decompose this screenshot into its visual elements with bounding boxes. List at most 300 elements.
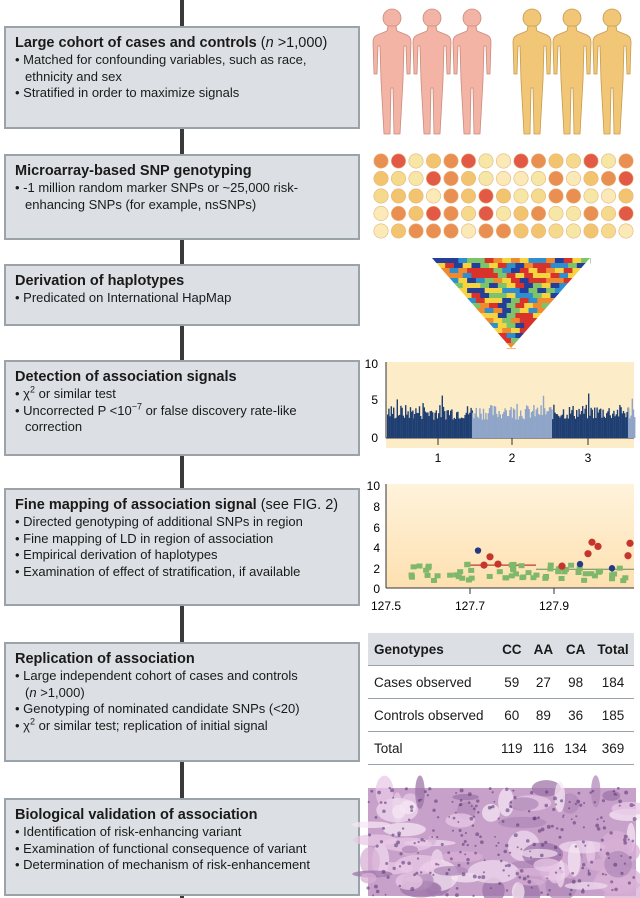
manhattan-bar — [632, 399, 633, 438]
ld-cell — [520, 318, 529, 324]
manhattan-bar — [428, 416, 429, 438]
cell-nucleus — [562, 816, 564, 818]
cell-nucleus — [456, 887, 459, 890]
manhattan-bar — [521, 416, 522, 438]
cell-nucleus — [376, 890, 380, 894]
table-header-row — [368, 633, 634, 666]
manhattan-bar — [626, 412, 627, 438]
cell-nucleus — [480, 840, 484, 844]
cell-nucleus — [570, 889, 573, 892]
ld-cell — [529, 288, 538, 294]
snp-dot — [409, 224, 423, 238]
x-tick-label: 127.9 — [538, 599, 570, 613]
ld-cell — [520, 268, 529, 274]
ld-cell — [458, 278, 467, 284]
manhattan-bar — [500, 415, 501, 438]
snp-dot — [619, 224, 633, 238]
cell-nucleus — [500, 860, 503, 863]
cell-nucleus — [414, 842, 416, 844]
manhattan-bar — [532, 411, 533, 438]
manhattan-bar — [526, 405, 527, 438]
manhattan-bar — [491, 406, 492, 438]
manhattan-bar — [584, 409, 585, 438]
ld-cell — [489, 273, 498, 279]
cell-nucleus — [431, 836, 433, 838]
cell-nucleus — [554, 846, 558, 850]
cell-nucleus — [584, 845, 586, 847]
step-bullet: • -1 million random marker SNPs or ~25,000 risk-enhancing SNPs (for example, nsSNPs) — [15, 180, 350, 213]
cell-nucleus — [613, 863, 617, 867]
cell-nucleus — [385, 862, 388, 865]
manhattan-bar — [596, 407, 597, 438]
manhattan-bar — [426, 413, 427, 438]
ld-cell — [537, 298, 546, 304]
cell-nucleus — [583, 802, 585, 804]
snp-dot — [549, 171, 563, 185]
ld-cell — [515, 263, 524, 269]
cell-nucleus — [568, 801, 570, 803]
ld-cell — [529, 278, 538, 284]
manhattan-bar — [389, 416, 390, 438]
cell-nucleus — [601, 839, 604, 842]
manhattan-bar — [610, 415, 611, 438]
ld-cell — [493, 288, 502, 294]
snp-dot — [584, 154, 598, 168]
step-detection-title: Detection of association signals — [15, 369, 237, 385]
cell-nucleus — [579, 804, 582, 807]
tissue-region — [565, 882, 608, 890]
x-tick-label: 2 — [508, 451, 516, 465]
y-tick-label: 0 — [371, 431, 378, 445]
cell-nucleus — [368, 834, 371, 837]
cell-nucleus — [413, 873, 416, 876]
manhattan-bar — [416, 413, 417, 438]
ld-cell — [511, 308, 520, 314]
ld-cell — [520, 288, 529, 294]
snp-dot — [514, 224, 528, 238]
cell-nucleus — [447, 851, 450, 854]
cell-nucleus — [382, 870, 386, 874]
cell-nucleus — [460, 799, 463, 802]
cell-nucleus — [568, 807, 570, 809]
cell-nucleus — [464, 840, 467, 843]
manhattan-bar — [451, 409, 452, 438]
cell-nucleus — [380, 801, 383, 804]
cell-nucleus — [498, 882, 501, 885]
cell-nucleus — [410, 805, 414, 809]
manhattan-bar — [586, 405, 587, 438]
cell-nucleus — [544, 841, 547, 844]
cell-nucleus — [460, 788, 464, 792]
snp-point — [486, 553, 493, 560]
manhattan-bar — [432, 412, 433, 438]
ld-cell — [564, 258, 573, 264]
cell-nucleus — [558, 836, 561, 839]
step-finemapping-box — [4, 488, 360, 606]
ld-cell — [445, 263, 454, 269]
ld-cell — [498, 273, 507, 279]
manhattan-bar — [559, 418, 560, 438]
tissue-region — [445, 813, 475, 827]
cell-nucleus — [459, 851, 462, 854]
cell-nucleus — [608, 857, 610, 859]
ld-cell — [502, 288, 511, 294]
cell-nucleus — [475, 805, 478, 808]
y-tick-label: 0 — [373, 582, 380, 596]
ld-cell — [450, 258, 459, 264]
snp-point — [511, 562, 517, 567]
manhattan-bar — [414, 414, 415, 438]
ld-cell — [546, 268, 555, 274]
manhattan-bar — [536, 410, 537, 438]
cell-nucleus — [441, 843, 444, 846]
manhattan-bar — [443, 407, 444, 438]
step-haplotypes-box — [4, 264, 360, 326]
ld-cell — [472, 273, 481, 279]
cell-nucleus — [630, 803, 634, 807]
cell-nucleus — [455, 792, 457, 794]
ld-cell — [485, 308, 494, 314]
cell-nucleus — [452, 830, 454, 832]
cell-nucleus — [581, 866, 584, 869]
manhattan-bar — [419, 406, 420, 438]
cell-nucleus — [592, 790, 595, 793]
manhattan-bar — [592, 410, 593, 438]
step-bullet: • Fine mapping of LD in region of association — [15, 531, 350, 548]
step-bullet: • Uncorrected $P <10^{-7}$ or false discovery rate-like — [15, 403, 350, 420]
manhattan-bar — [501, 418, 502, 438]
manhattan-bar — [460, 419, 461, 438]
table-row — [368, 699, 634, 732]
cell-nucleus — [472, 824, 475, 827]
manhattan-bar — [519, 416, 520, 438]
ld-cell — [555, 258, 564, 264]
manhattan-bar — [485, 413, 486, 438]
cell-nucleus — [392, 867, 395, 870]
snp-dot — [549, 189, 563, 203]
ld-cell — [454, 263, 463, 269]
manhattan-bar — [542, 415, 543, 438]
step-bullet: • Determination of mechanism of risk-enhancement — [15, 857, 350, 874]
snp-point — [559, 576, 565, 581]
manhattan-bar — [466, 413, 467, 438]
cell-nucleus — [396, 840, 400, 844]
ld-cell — [493, 298, 502, 304]
cell-nucleus — [399, 852, 402, 855]
manhattan-bar — [434, 413, 435, 438]
snp-point — [568, 563, 574, 568]
ld-cell — [511, 258, 520, 264]
cell-nucleus — [605, 874, 607, 876]
cell-nucleus — [445, 872, 448, 875]
tissue-region — [602, 791, 620, 801]
cell-nucleus — [465, 832, 467, 834]
ld-cell — [524, 293, 533, 299]
cell-nucleus — [600, 849, 602, 851]
manhattan-bar — [391, 406, 392, 438]
ld-cell — [489, 283, 498, 289]
snp-dot — [549, 206, 563, 220]
manhattan-bar — [484, 419, 485, 438]
manhattan-bar — [387, 415, 388, 438]
cell-nucleus — [410, 809, 413, 812]
step-bullet-continuation: (n >1,000) — [25, 684, 85, 700]
manhattan-bar — [489, 408, 490, 438]
snp-dot — [619, 171, 633, 185]
snp-point — [584, 550, 591, 557]
snp-dot — [619, 206, 633, 220]
manhattan-bar — [518, 420, 519, 438]
cell-nucleus — [552, 808, 555, 811]
manhattan-bar — [480, 414, 481, 438]
ld-cell — [467, 288, 476, 294]
manhattan-bar — [472, 413, 473, 438]
snp-dot — [584, 189, 598, 203]
ld-cell — [507, 273, 516, 279]
cell-nucleus — [474, 852, 477, 855]
snp-point — [465, 562, 471, 567]
manhattan-bar — [543, 396, 544, 438]
manhattan-bar — [401, 408, 402, 438]
manhattan-bar — [420, 416, 421, 438]
cell-nucleus — [527, 880, 531, 884]
cell-nucleus — [385, 894, 387, 896]
snp-point — [431, 578, 437, 583]
ld-cell — [480, 303, 489, 309]
cell-nucleus — [382, 827, 385, 830]
cell-nucleus — [595, 824, 599, 828]
manhattan-bar — [546, 411, 547, 438]
cell-nucleus — [606, 852, 610, 856]
manhattan-bar — [437, 418, 438, 438]
manhattan-bar — [400, 406, 401, 438]
table-cell: Cases observed — [368, 666, 496, 699]
ld-cell — [467, 258, 476, 264]
ld-cell — [529, 308, 538, 314]
cell-nucleus — [548, 889, 550, 891]
ld-cell — [524, 283, 533, 289]
manhattan-bar — [545, 415, 546, 438]
manhattan-bar — [458, 418, 459, 438]
ld-cell — [546, 258, 555, 264]
snp-point — [475, 547, 481, 553]
snp-point — [577, 561, 583, 567]
cell-nucleus — [502, 820, 505, 823]
ld-cell — [493, 318, 502, 324]
manhattan-bar — [502, 414, 503, 438]
cell-nucleus — [547, 893, 549, 895]
manhattan-bar — [448, 410, 449, 438]
cell-nucleus — [502, 869, 504, 871]
people-figures-illustration — [370, 4, 636, 136]
manhattan-bar — [588, 394, 589, 438]
cell-nucleus — [382, 810, 386, 814]
cell-nucleus — [452, 801, 454, 803]
manhattan-bar — [605, 418, 606, 438]
manhattan-bar — [571, 410, 572, 438]
cell-nucleus — [374, 885, 378, 889]
table-cell: 89 — [528, 699, 560, 732]
cell-nucleus — [387, 876, 390, 879]
snp-point — [480, 562, 487, 569]
tissue-region — [400, 800, 416, 814]
manhattan-bar — [576, 410, 577, 438]
cell-nucleus — [556, 827, 558, 829]
manhattan-bar — [483, 409, 484, 438]
manhattan-bar — [425, 412, 426, 438]
step-bullet: • Predicated on International HapMap — [15, 290, 350, 307]
cell-nucleus — [514, 833, 518, 837]
snp-dot — [601, 206, 615, 220]
cell-nucleus — [573, 821, 576, 824]
snp-point — [588, 571, 594, 576]
manhattan-bar — [634, 417, 635, 438]
ld-cell — [458, 258, 467, 264]
cell-nucleus — [512, 790, 514, 792]
manhattan-bar — [550, 407, 551, 438]
y-tick-label: 6 — [373, 521, 380, 535]
cell-nucleus — [478, 876, 481, 879]
cell-nucleus — [537, 816, 540, 819]
manhattan-bar — [614, 416, 615, 438]
cell-nucleus — [582, 863, 585, 866]
ld-cell — [476, 288, 485, 294]
cell-nucleus — [520, 848, 522, 850]
cell-nucleus — [610, 880, 613, 883]
snp-dot — [601, 171, 615, 185]
snp-dot — [391, 171, 405, 185]
snp-dot — [479, 224, 493, 238]
cell-nucleus — [505, 844, 508, 847]
ld-cell — [458, 268, 467, 274]
manhattan-bar — [395, 418, 396, 438]
snp-point — [576, 570, 582, 575]
cell-nucleus — [603, 820, 605, 822]
ld-cell — [480, 263, 489, 269]
snp-point — [453, 572, 459, 577]
ld-cell — [480, 273, 489, 279]
cell-nucleus — [602, 799, 605, 802]
cell-nucleus — [418, 841, 420, 843]
cell-nucleus — [503, 850, 506, 853]
manhattan-bar — [558, 416, 559, 438]
cell-nucleus — [526, 839, 530, 843]
cell-nucleus — [493, 801, 495, 803]
cell-nucleus — [424, 790, 427, 793]
cell-nucleus — [560, 828, 563, 831]
manhattan-bar — [438, 413, 439, 438]
ld-cell — [502, 318, 511, 324]
cell-nucleus — [588, 872, 591, 875]
tissue-region — [402, 846, 418, 854]
snp-dot — [479, 189, 493, 203]
ld-cell — [511, 288, 520, 294]
step-replication-box — [4, 642, 360, 762]
manhattan-bar — [498, 411, 499, 438]
ld-cell — [524, 263, 533, 269]
cell-nucleus — [375, 816, 378, 819]
manhattan-bar — [622, 413, 623, 438]
snp-point — [459, 576, 465, 581]
genotype-table — [368, 633, 634, 765]
ld-cell — [454, 273, 463, 279]
cell-nucleus — [624, 835, 628, 839]
ld-cell — [498, 263, 507, 269]
snp-dot — [566, 189, 580, 203]
manhattan-bar — [524, 419, 525, 438]
ld-cell — [564, 268, 573, 274]
snp-point — [581, 578, 587, 583]
manhattan-bar — [469, 413, 470, 438]
snp-dot — [601, 189, 615, 203]
cell-nucleus — [448, 816, 450, 818]
cell-nucleus — [432, 829, 435, 832]
step-cohort-box — [4, 26, 360, 129]
manhattan-bar — [537, 408, 538, 438]
manhattan-bar — [482, 420, 483, 438]
x-tick-label: 127.7 — [454, 599, 486, 613]
cell-nucleus — [459, 829, 462, 832]
step-genotyping-box — [4, 154, 360, 240]
manhattan-bar — [598, 413, 599, 438]
cell-nucleus — [376, 845, 379, 848]
cell-nucleus — [467, 844, 469, 846]
snp-dot — [619, 154, 633, 168]
ld-cell — [551, 283, 560, 289]
manhattan-bar — [608, 408, 609, 438]
manhattan-bar — [539, 415, 540, 438]
snp-dot — [531, 224, 545, 238]
cell-nucleus — [575, 815, 577, 817]
ld-cell — [480, 293, 489, 299]
manhattan-bar — [624, 413, 625, 438]
snp-dot — [514, 171, 528, 185]
cell-nucleus — [391, 833, 394, 836]
y-tick-label: 2 — [373, 562, 380, 576]
cell-nucleus — [545, 790, 548, 793]
manhattan-bar — [474, 413, 475, 438]
manhattan-bar — [620, 407, 621, 438]
snp-dot — [531, 206, 545, 220]
ld-cell — [502, 258, 511, 264]
cell-nucleus — [633, 804, 635, 806]
ld-cell — [463, 283, 472, 289]
manhattan-bar — [563, 409, 564, 438]
cell-nucleus — [495, 845, 497, 847]
ld-cell — [572, 258, 581, 264]
manhattan-bar — [515, 419, 516, 438]
snp-point — [624, 552, 631, 559]
ld-cell — [507, 283, 516, 289]
ld-cell — [489, 293, 498, 299]
manhattan-bar — [578, 409, 579, 438]
ld-cell — [493, 258, 502, 264]
ld-cell — [524, 273, 533, 279]
cell-nucleus — [377, 791, 381, 795]
table-cell: 27 — [528, 666, 560, 699]
ld-cell — [489, 313, 498, 319]
manhattan-bar — [394, 418, 395, 438]
ld-cell — [498, 293, 507, 299]
y-tick-label: 10 — [366, 479, 380, 493]
ld-cell — [507, 303, 516, 309]
cell-nucleus — [432, 874, 434, 876]
cell-nucleus — [459, 804, 461, 806]
manhattan-bar — [600, 409, 601, 438]
manhattan-bar — [593, 418, 594, 438]
step-bullet-continuation: correction — [25, 419, 83, 434]
manhattan-bar — [446, 410, 447, 438]
